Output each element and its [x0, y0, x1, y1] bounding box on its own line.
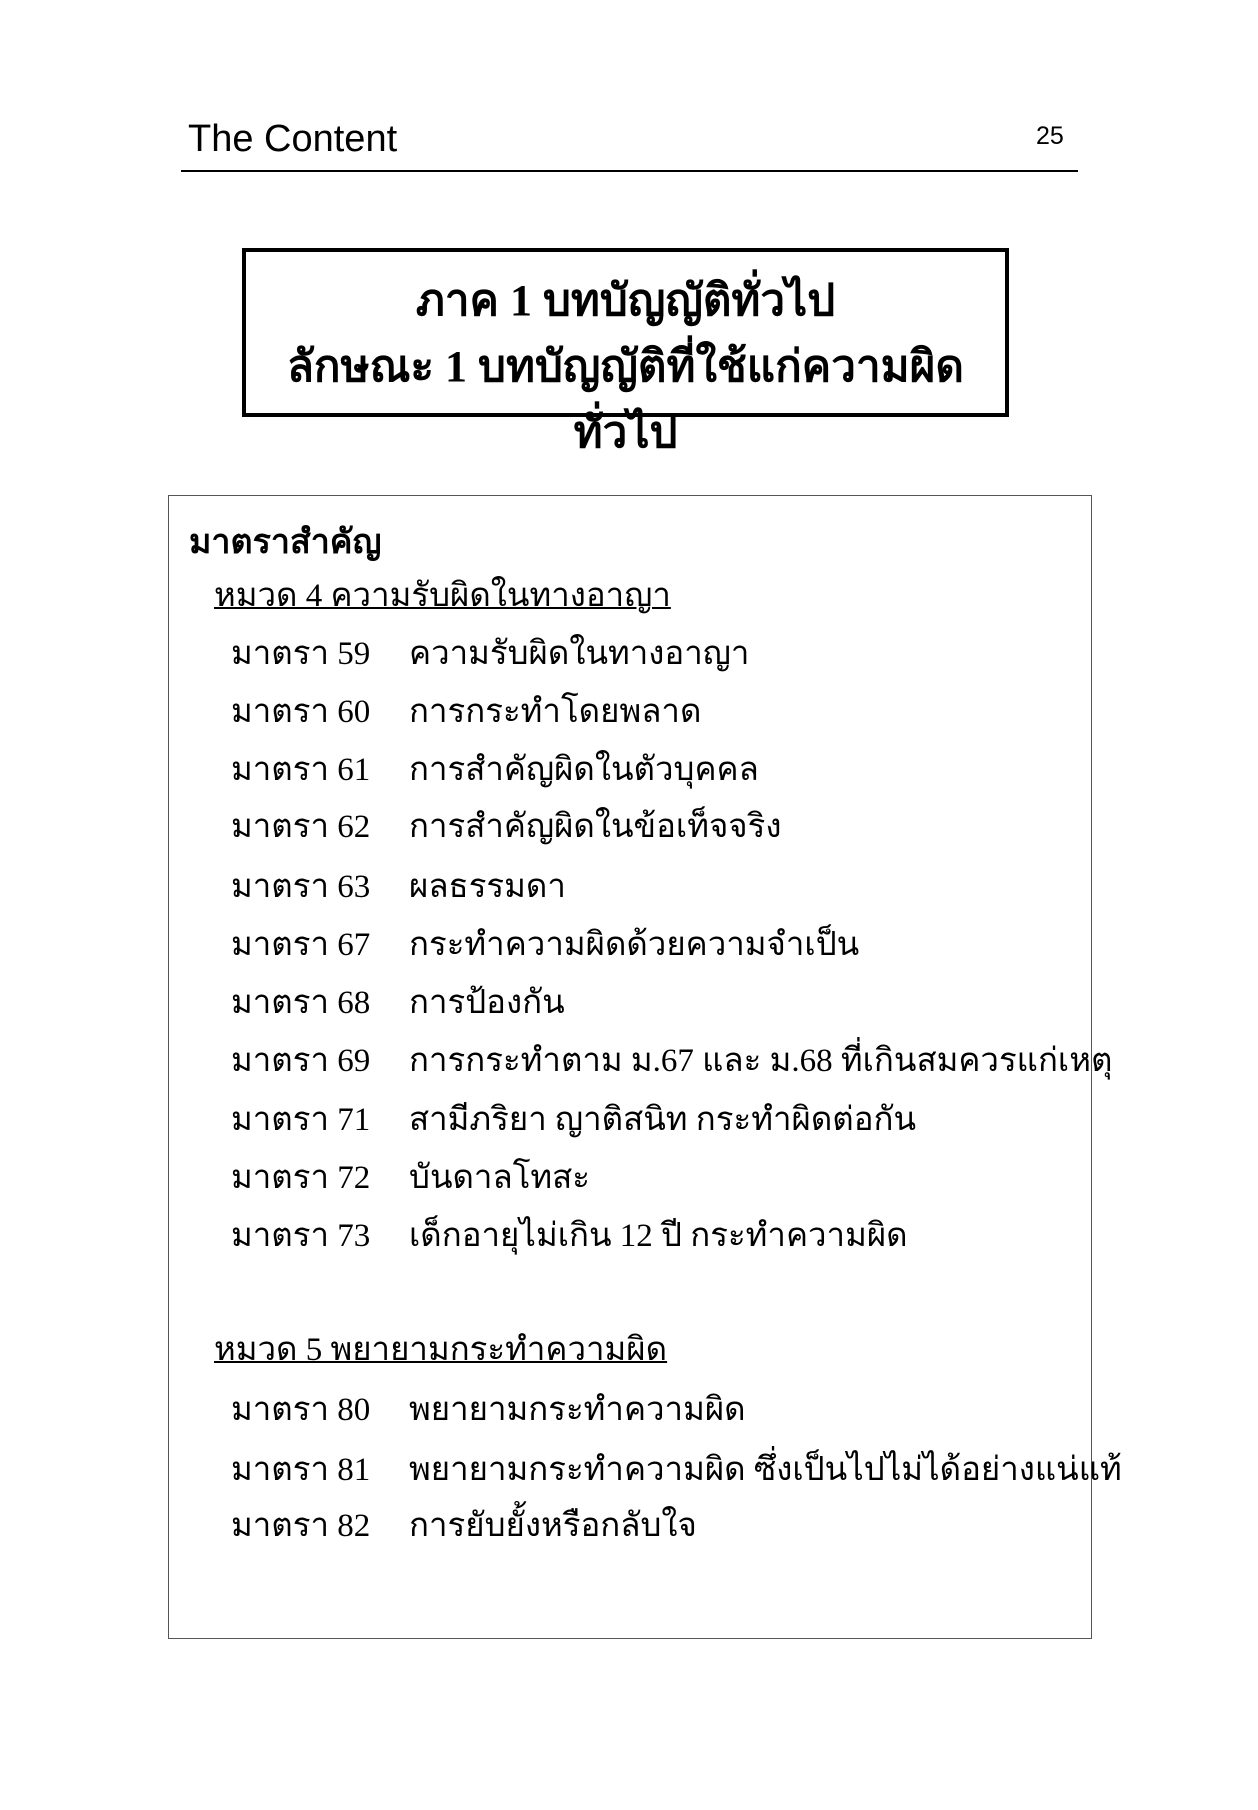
part-title: ภาค 1 บทบัญญัติทั่วไป [415, 276, 836, 325]
section-row [231, 859, 566, 912]
section-description: ผลธรรมดา [409, 869, 566, 905]
section-number: มาตรา 80 [231, 1392, 371, 1428]
section-number: มาตรา 59 [231, 636, 371, 672]
section-number: มาตรา 71 [231, 1102, 371, 1138]
section-row [231, 1498, 697, 1551]
section-description: สามีภริยา ญาติสนิท กระทำผิดต่อกัน [409, 1102, 917, 1138]
section-description: การสำคัญผิดในตัวบุคคล [409, 752, 759, 788]
section-number: มาตรา 73 [231, 1218, 371, 1254]
section-description: การสำคัญผิดในข้อเท็จจริง [409, 809, 782, 845]
section-description: เด็กอายุไม่เกิน 12 ปี กระทำความผิด [409, 1218, 908, 1254]
key-sections-box [168, 495, 1122, 1639]
section-description: การกระทำโดยพลาด [409, 694, 702, 730]
section-number: มาตรา 68 [231, 985, 371, 1021]
section-row [231, 1033, 1112, 1086]
section-description: กระทำความผิดด้วยความจำเป็น [409, 927, 860, 963]
section-number: มาตรา 60 [231, 694, 371, 730]
chapter-heading: หมวด 4 ความรับผิดในทางอาญา [214, 578, 671, 614]
section-number: มาตรา 63 [231, 869, 371, 905]
section-number: มาตรา 67 [231, 927, 371, 963]
section-row [231, 1208, 908, 1261]
section-row [231, 626, 749, 679]
section-number: มาตรา 72 [231, 1160, 371, 1196]
section-row [231, 1092, 916, 1145]
section-number: มาตรา 62 [231, 809, 371, 845]
key-sections-heading: มาตราสำคัญ [189, 524, 382, 561]
section-description: การยับยั้งหรือกลับใจ [409, 1508, 697, 1544]
section-row [231, 799, 781, 852]
title-box [242, 248, 1009, 457]
section-number: มาตรา 69 [231, 1043, 371, 1079]
section-number: มาตรา 82 [231, 1508, 371, 1544]
section-description: พยายามกระทำความผิด [409, 1392, 746, 1428]
section-row [231, 684, 701, 737]
section-description: การกระทำตาม ม.67 และ ม.68 ที่เกินสมควรแก่เหตุ [409, 1043, 1113, 1079]
section-description: บันดาลโทสะ [409, 1160, 591, 1196]
section-row [231, 1442, 1122, 1495]
header-title: The Content [188, 118, 398, 160]
section-row [231, 742, 759, 795]
section-number: มาตรา 81 [231, 1452, 371, 1488]
section-description: พยายามกระทำความผิด ซึ่งเป็นไปไม่ได้อย่างแน่แท้ [409, 1452, 1122, 1488]
section-description: การป้องกัน [409, 985, 565, 1021]
section-row [231, 1382, 746, 1435]
page-number: 25 [1036, 122, 1064, 150]
title-subtitle: ลักษณะ 1 บทบัญญัติที่ใช้แก่ความผิดทั่วไป [286, 342, 965, 457]
section-row [231, 1150, 590, 1203]
section-number: มาตรา 61 [231, 752, 371, 788]
chapter-heading: หมวด 5 พยายามกระทำความผิด [214, 1332, 668, 1368]
section-description: ความรับผิดในทางอาญา [409, 636, 750, 672]
header-divider [181, 170, 1078, 172]
section-row [231, 917, 859, 970]
section-row [231, 975, 565, 1028]
